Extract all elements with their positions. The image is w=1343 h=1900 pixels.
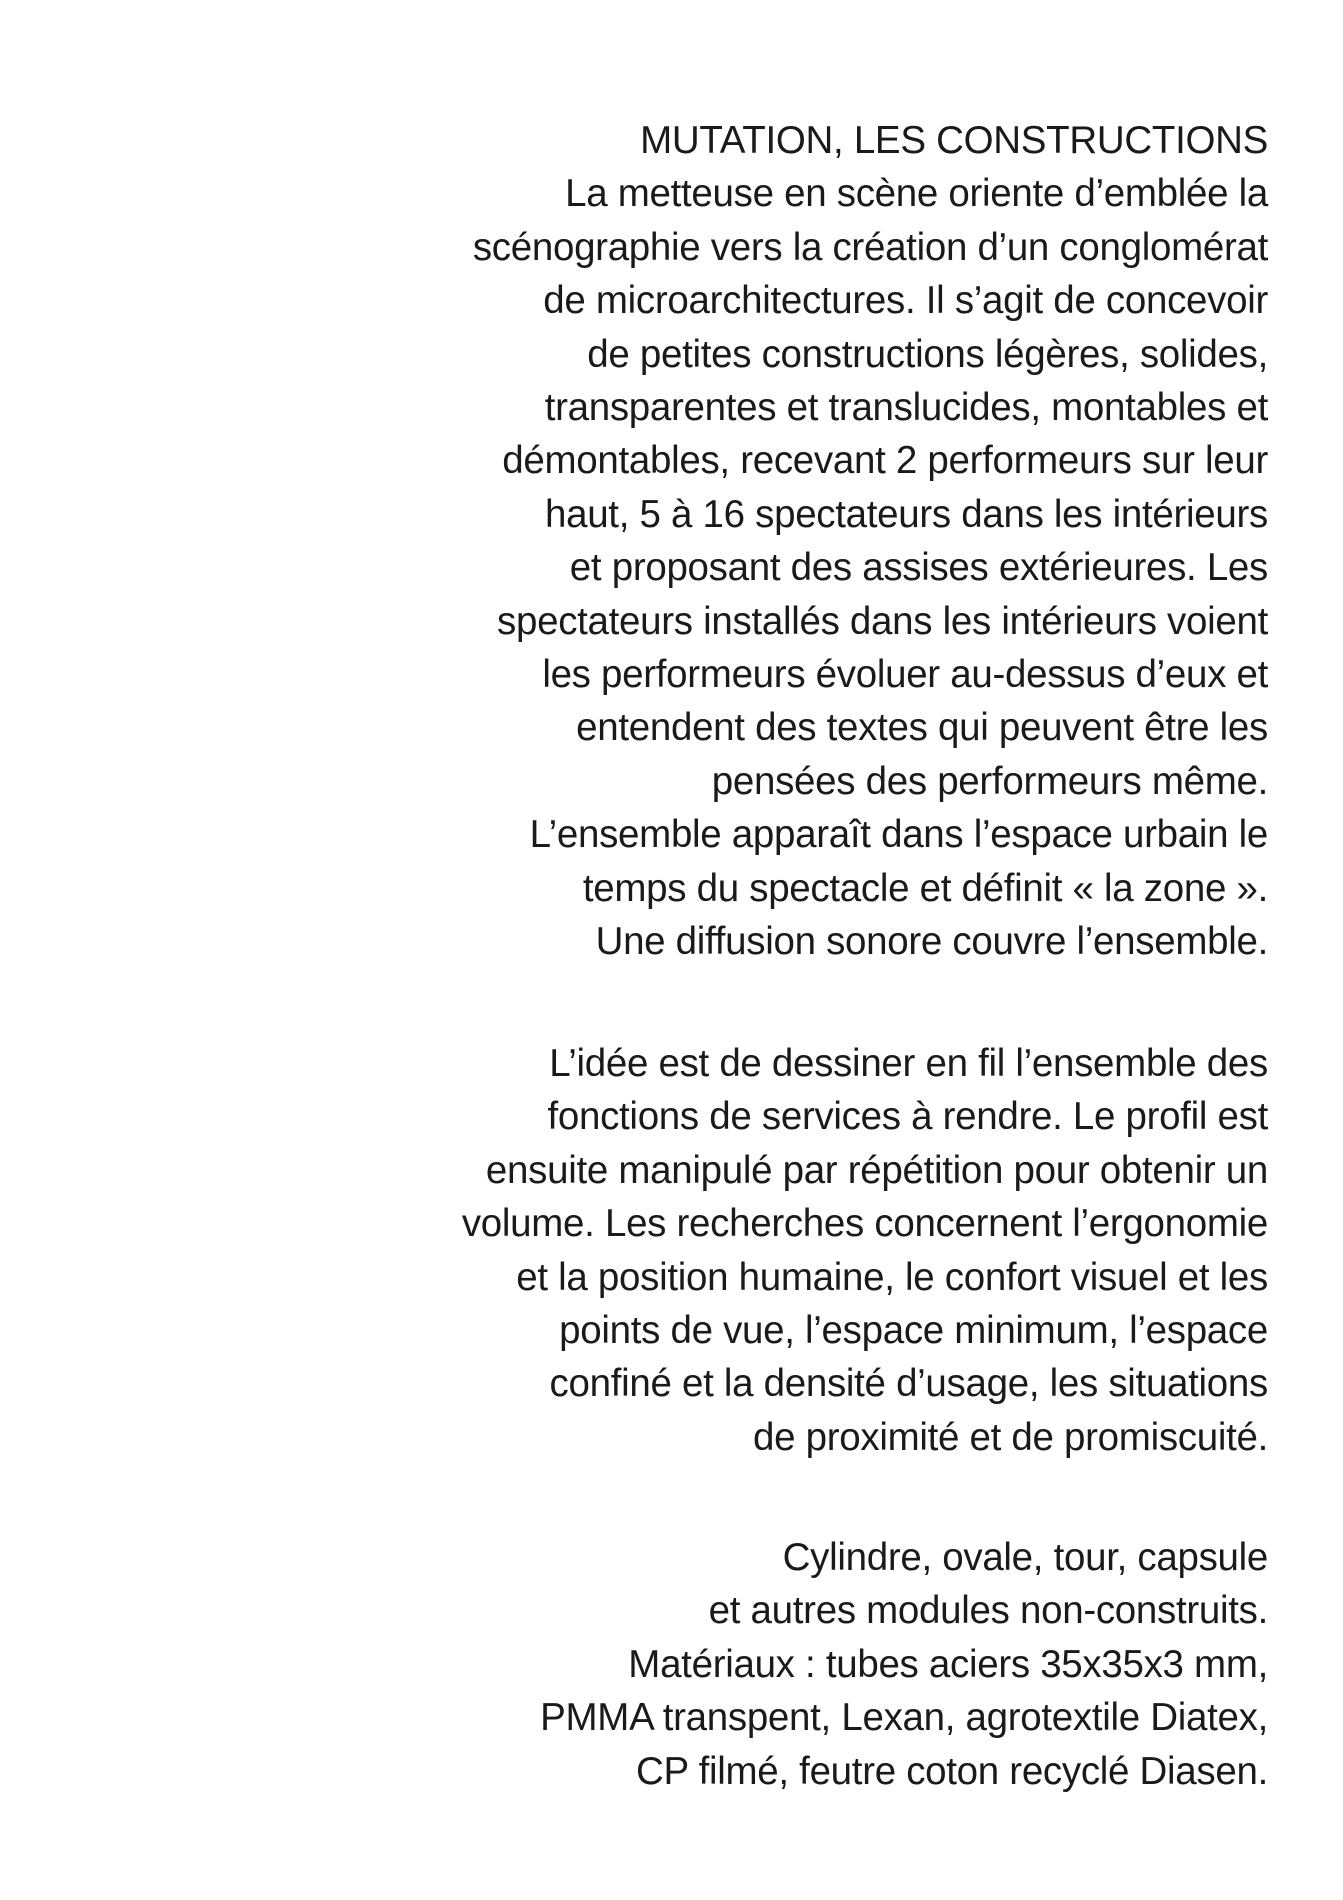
paragraph-line: La metteuse en scène oriente d’emblée la: [565, 172, 1268, 216]
paragraph-line: L’idée est de dessiner en fil l’ensemble des: [549, 1042, 1268, 1085]
paragraph-line: de microarchitectures. Il s’agit de concevoir: [543, 279, 1268, 323]
paragraph-line: temps du spectacle et définit « la zone ».: [582, 866, 1268, 910]
paragraph-line: et proposant des assises extérieures. Les: [569, 546, 1268, 590]
paragraph-line: points de vue, l’espace minimum, l’espace: [559, 1309, 1268, 1353]
paragraph-line: de petites constructions légères, solides,: [587, 332, 1268, 376]
paragraph-line: PMMA transpent, Lexan, agrotextile Diatex,: [540, 1696, 1268, 1740]
paragraph-line: haut, 5 à 16 spectateurs dans les intérieurs: [544, 492, 1268, 536]
paragraph-line: et autres modules non-construits.: [708, 1589, 1268, 1633]
paragraph-line: pensées des performeurs même.: [711, 759, 1268, 803]
paragraph-line: spectateurs installés dans les intérieurs voient: [497, 599, 1268, 643]
paragraph-line: confiné et la densité d’usage, les situations: [549, 1362, 1268, 1406]
paragraph-line: démontables, recevant 2 performeurs sur leur: [502, 439, 1268, 483]
paragraph-line: Cylindre, ovale, tour, capsule: [782, 1536, 1268, 1579]
paragraph-line: les performeurs évoluer au-dessus d’eux et: [542, 653, 1268, 697]
paragraph-line: ensuite manipulé par répétition pour obtenir un: [485, 1148, 1268, 1192]
paragraph-line: volume. Les recherches concernent l’ergonomie: [461, 1202, 1268, 1246]
paragraph-line: scénographie vers la création d’un conglomérat: [472, 225, 1268, 269]
paragraph-line: transparentes et translucides, montables et: [544, 386, 1268, 430]
paragraph-line: fonctions de services à rendre. Le profil est: [547, 1095, 1268, 1139]
paragraph-line: Une diffusion sonore couvre l’ensemble.: [595, 920, 1268, 964]
paragraph-line: L’ensemble apparaît dans l’espace urbain le: [529, 813, 1268, 857]
paragraph-materials: [268, 1531, 1268, 1798]
paragraph-line: entendent des textes qui peuvent être les: [576, 706, 1268, 750]
paragraph-line: de proximité et de promiscuité.: [753, 1415, 1268, 1459]
paragraph-design-research: [268, 1037, 1268, 1464]
paragraph-line: CP filmé, feutre coton recyclé Diasen.: [636, 1749, 1268, 1793]
paragraph-mutation-constructions: [268, 114, 1268, 969]
paragraph-line: Matériaux : tubes aciers 35x35x3 mm,: [628, 1642, 1268, 1686]
section-heading: MUTATION, LES CONSTRUCTIONS: [640, 119, 1268, 162]
paragraph-line: et la position humaine, le confort visuel et les: [516, 1255, 1268, 1299]
